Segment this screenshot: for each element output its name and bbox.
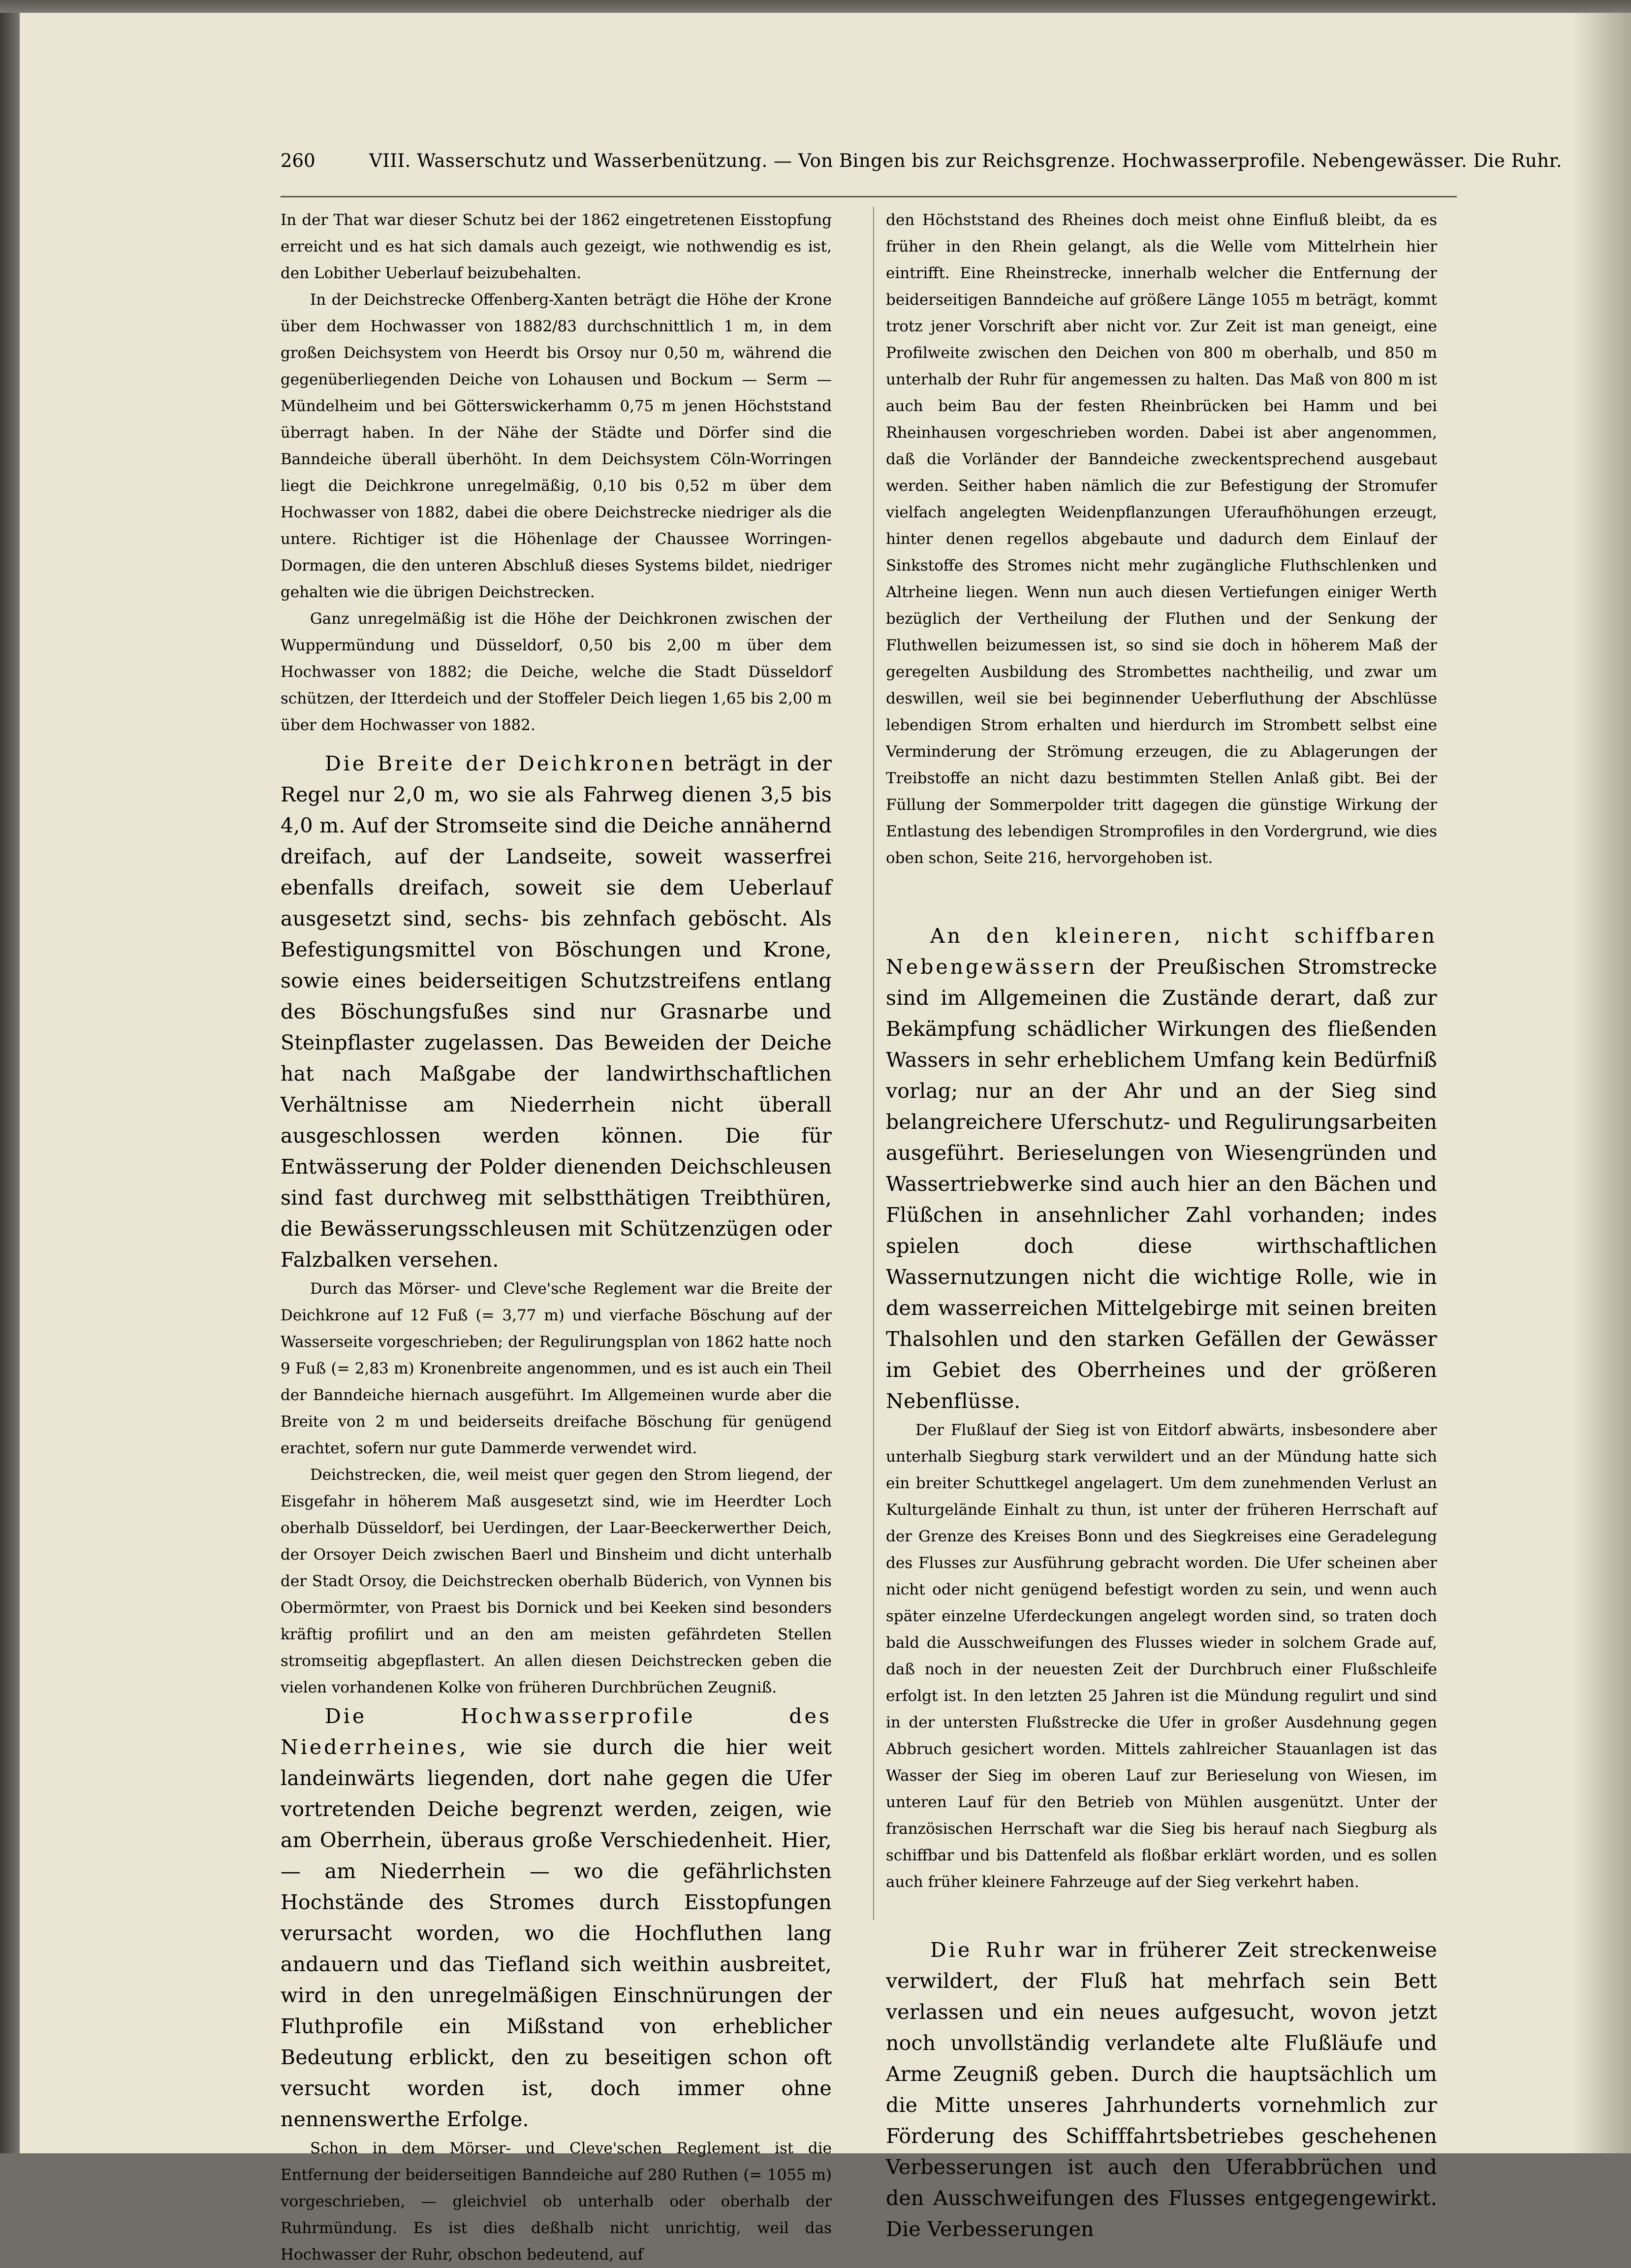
paragraph-emphasized — [281, 1701, 832, 2135]
paragraph: In der Deichstrecke Offenberg-Xanten beträgt die Höhe der Krone über dem Hochwasser von 1882/83 durchschnittlich 1 m, in dem großen Deichsystem von Heerdt bis Orsoy nur 0,50 m, während die gegenüberliegenden Deiche von Lohausen und Bockum — Serm — Mündelheim und bei Götterswickerhamm 0,75 m jenen Höchststand überragt haben. In der Nähe der Städte und Dörfer sind die Banndeiche überall überhöht. In dem Deichsystem Cöln-Worringen liegt die Deichkrone unregelmäßig, 0,10 bis 0,52 m über dem Hochwasser von 1882, dabei die obere Deichstrecke niedriger als die untere. Richtiger ist die Höhenlage der Chaussee Worringen-Dormagen, die den unteren Abschluß dieses Systems bildet, niedriger gehalten wie die übrigen Deichstrecken. — [281, 291, 832, 601]
paragraph-lead: Die Breite der Deichkronen — [325, 752, 676, 775]
page-gutter-shadow — [1572, 13, 1631, 2153]
paragraph: Schon in dem Mörser- und Cleve'schen Reglement ist die Entfernung der beiderseitigen Banndeiche auf 280 Ruthen (= 1055 m) vorgeschrieben, — gleichviel ob unterhalb oder oberhalb der Ruhrmündung. Es ist dies deßhalb nicht unrichtig, weil das Hochwasser der Ruhr, obschon bedeutend, auf — [281, 2140, 832, 2264]
left-column — [281, 207, 832, 2268]
paragraph: Der Flußlauf der Sieg ist von Eitdorf abwärts, insbesondere aber unterhalb Siegburg stark verwildert und an der Mündung hatte sich ein breiter Schuttkegel angelagert. Um dem zunehmenden Verlust an Kulturgelände Einhalt zu thun, ist unter der früheren Herrschaft auf der Grenze des Kreises Bonn und des Siegkreises eine Geradelegung des Flusses zur Ausführung gebracht worden. Die Ufer scheinen aber nicht oder nicht genügend befestigt worden zu sein, und wenn auch später einzelne Uferdeckungen angelegt worden sind, so traten doch bald die Ausschweifungen des Flusses wieder in solchem Grade auf, daß noch in der neuesten Zeit der Durchbruch einer Flußschleife erfolgt ist. In den letzten 25 Jahren ist die Mündung regulirt und sind in der untersten Flußstrecke die Ufer in großer Ausdehnung gegen Abbruch gesichert worden. Mittels zahlreicher Stauanlagen ist das Wasser der Sieg im oberen Lauf zur Berieselung von Wiesen, im unteren Lauf für den Betrieb von Mühlen ausgenützt. Unter der französischen Herrschaft war die Sieg bis herauf nach Siegburg als schiffbar und bis Dattenfeld als floßbar erklärt worden, und es sollen auch früher kleinere Fahrzeuge auf der Sieg verkehrt haben. — [886, 1421, 1437, 1891]
paragraph-lead: Die Ruhr — [930, 1938, 1047, 1962]
paragraph-body: der Preußischen Stromstrecke sind im Allgemeinen die Zustände derart, daß zur Bekämpfung schädlicher Wirkungen des fließenden Wassers in sehr erheblichem Umfang kein Bedürfniß vorlag; nur an der Ahr und an der Sieg sind belangreichere Uferschutz- und Regulirungsarbeiten ausgeführt. Berieselungen von Wiesengründen und Wassertriebwerke sind auch hier an den Bächen und Flüßchen in ansehnlicher Zahl vorhanden; indes spielen doch diese wirthschaftlichen Wassernutzungen nicht die wichtige Rolle, wie in dem wasserreichen Mittelgebirge mit seinen breiten Thalsohlen und den starken Gefällen der Gewässer im Gebiet des Oberrheines und der größeren Nebenflüsse. — [886, 955, 1437, 1413]
page-number: 260 — [281, 150, 315, 171]
running-title: VIII. Wasserschutz und Wasserbenützung. — Von Bingen bis zur Reichsgrenze. Hochwasserprofile. Nebengewässer. Die Ruhr. — [369, 150, 1563, 171]
header-rule — [281, 196, 1457, 197]
right-column — [886, 207, 1437, 2245]
paragraph: Deichstrecken, die, weil meist quer gegen den Strom liegend, der Eisgefahr in höherem Maß ausgesetzt sind, wie im Heerdter Loch oberhalb Düsseldorf, bei Uerdingen, der Laar-Beeckerwerther Deich, der Orsoyer Deich zwischen Baerl und Binsheim und dicht unterhalb der Stadt Orsoy, die Deichstrecken oberhalb Büderich, von Vynnen bis Obermörmter, von Praest bis Dornick und bei Keeken sind besonders kräftig profilirt und an den am meisten gefährdeten Stellen stromseitig abgepflastert. An allen diesen Deichstrecken geben die vielen vorhandenen Kolke von früheren Durchbrüchen Zeugniß. — [281, 1466, 832, 1696]
paragraph-emphasized — [281, 748, 832, 1276]
scan-left-edge — [0, 0, 20, 2153]
scan-top-edge — [0, 0, 1631, 13]
paragraph-emphasized — [886, 1935, 1437, 2245]
paragraph-lead: An den kleineren, nicht schiffbaren Nebengewässern — [886, 924, 1437, 979]
paragraph-lead: Die Hochwasserprofile des Niederrheines — [281, 1704, 832, 1759]
paragraph-body: war in früherer Zeit streckenweise verwildert, der Fluß hat mehrfach sein Bett verlassen und ein neues aufgesucht, wovon jetzt noch unvollständig verlandete alte Flußläufe und Arme Zeugniß geben. Durch die hauptsächlich um die Mitte unseres Jahrhunderts vornehmlich zur Förderung des Schifffahrtsbetriebes geschehenen Verbesserungen ist auch den Uferabbrüchen und den Ausschweifungen des Flusses entgegengewirkt. Die Verbesserungen — [886, 1938, 1437, 2241]
paragraph-emphasized — [886, 921, 1437, 1417]
paragraph: Ganz unregelmäßig ist die Höhe der Deichkronen zwischen der Wuppermündung und Düsseldorf, 0,50 bis 2,00 m über dem Hochwasser von 1882; die Deiche, welche die Stadt Düsseldorf schützen, der Itterdeich und der Stoffeler Deich liegen 1,65 bis 2,00 m über dem Hochwasser von 1882. — [281, 610, 832, 734]
column-divider — [873, 207, 874, 1920]
paragraph: den Höchststand des Rheines doch meist ohne Einfluß bleibt, da es früher in den Rhein gelangt, als die Welle vom Mittelrhein hier eintrifft. Eine Rheinstrecke, innerhalb welcher die Entfernung der beiderseitigen Banndeiche auf größere Länge 1055 m beträgt, kommt trotz jener Vorschrift aber nicht vor. Zur Zeit ist man geneigt, eine Profilweite zwischen den Deichen von 800 m oberhalb, und 850 m unterhalb der Ruhr für angemessen zu halten. Das Maß von 800 m ist auch beim Bau der festen Rheinbrücken bei Hamm und bei Rheinhausen vorgeschrieben worden. Dabei ist aber angenommen, daß die Vorländer der Banndeiche zweckentsprechend ausgebaut werden. Seither haben nämlich die zur Befestigung der Stromufer vielfach angelegten Weidenpflanzungen Uferaufhöhungen erzeugt, hinter denen regellos abgebaute und dadurch dem Einlauf der Sinkstoffe des Stromes nicht mehr zugängliche Fluthschlenken und Altrheine liegen. Wenn nun auch diesen Vertiefungen einiger Werth bezüglich der Vertheilung der Fluthen und der Senkung der Fluthwellen beizumessen ist, so sind sie doch in höherem Maß der geregelten Ausbildung des Strombettes nachtheilig, und zwar um deswillen, weil sie bei beginnender Ueberfluthung der Abschlüsse lebendigen Strom erhalten und hierdurch im Strombett selbst eine Verminderung der Strömung erzeugen, die zu Ablagerungen der Treibstoffe an nicht dazu bestimmten Stellen Anlaß gibt. Bei der Füllung der Sommerpolder tritt dagegen die günstige Wirkung der Entlastung des lebendigen Stromprofiles in den Vordergrund, wie dies oben schon, Seite 216, hervorgehoben ist. — [886, 211, 1437, 867]
paragraph-body: , wie sie durch die hier weit landeinwärts liegenden, dort nahe gegen die Ufer vortretenden Deiche begrenzt werden, zeigen, wie am Oberrhein, überaus große Verschiedenheit. Hier, — am Niederrhein — wo die gefährlichsten Hochstände des Stromes durch Eisstopfungen verursacht worden, wo die Hochfluthen lang andauern und das Tiefland sich weithin ausbreitet, wird in den unregelmäßigen Einschnürungen der Fluthprofile ein Mißstand von erheblicher Bedeutung erblickt, den zu beseitigen schon oft versucht worden ist, doch immer ohne nennenswerthe Erfolge. — [281, 1735, 832, 2131]
paragraph-body: beträgt in der Regel nur 2,0 m, wo sie als Fahrweg dienen 3,5 bis 4,0 m. Auf der Stromseite sind die Deiche annähernd dreifach, auf der Landseite, soweit wasserfrei ebenfalls dreifach, soweit sie dem Ueberlauf ausgesetzt sind, sechs- bis zehnfach geböscht. Als Befestigungsmittel von Böschungen und Krone, sowie eines beiderseitigen Schutzstreifens entlang des Böschungsfußes sind nur Grasnarbe und Steinpflaster zugelassen. Das Beweiden der Deiche hat nach Maßgabe der landwirthschaftlichen Verhältnisse am Niederrhein nicht überall ausgeschlossen werden können. Die für Entwässerung der Polder dienenden Deichschleusen sind fast durchweg mit selbstthätigen Treibthüren, die Bewässerungsschleusen mit Schützenzügen oder Falzbalken versehen. — [281, 752, 832, 1272]
paragraph: In der That war dieser Schutz bei der 1862 eingetretenen Eisstopfung erreicht und es hat sich damals auch gezeigt, wie nothwendig es ist, den Lobither Ueberlauf beizubehalten. — [281, 211, 832, 282]
paragraph: Durch das Mörser- und Cleve'sche Reglement war die Breite der Deichkrone auf 12 Fuß (= 3,77 m) und vierfache Böschung auf der Wasserseite vorgeschrieben; der Regulirungsplan von 1862 hatte noch 9 Fuß (= 2,83 m) Kronenbreite angenommen, und es ist auch ein Theil der Banndeiche hiernach ausgeführt. Im Allgemeinen wurde aber die Breite von 2 m und beiderseits dreifache Böschung für genügend erachtet, sofern nur gute Dammerde verwendet wird. — [281, 1280, 832, 1457]
